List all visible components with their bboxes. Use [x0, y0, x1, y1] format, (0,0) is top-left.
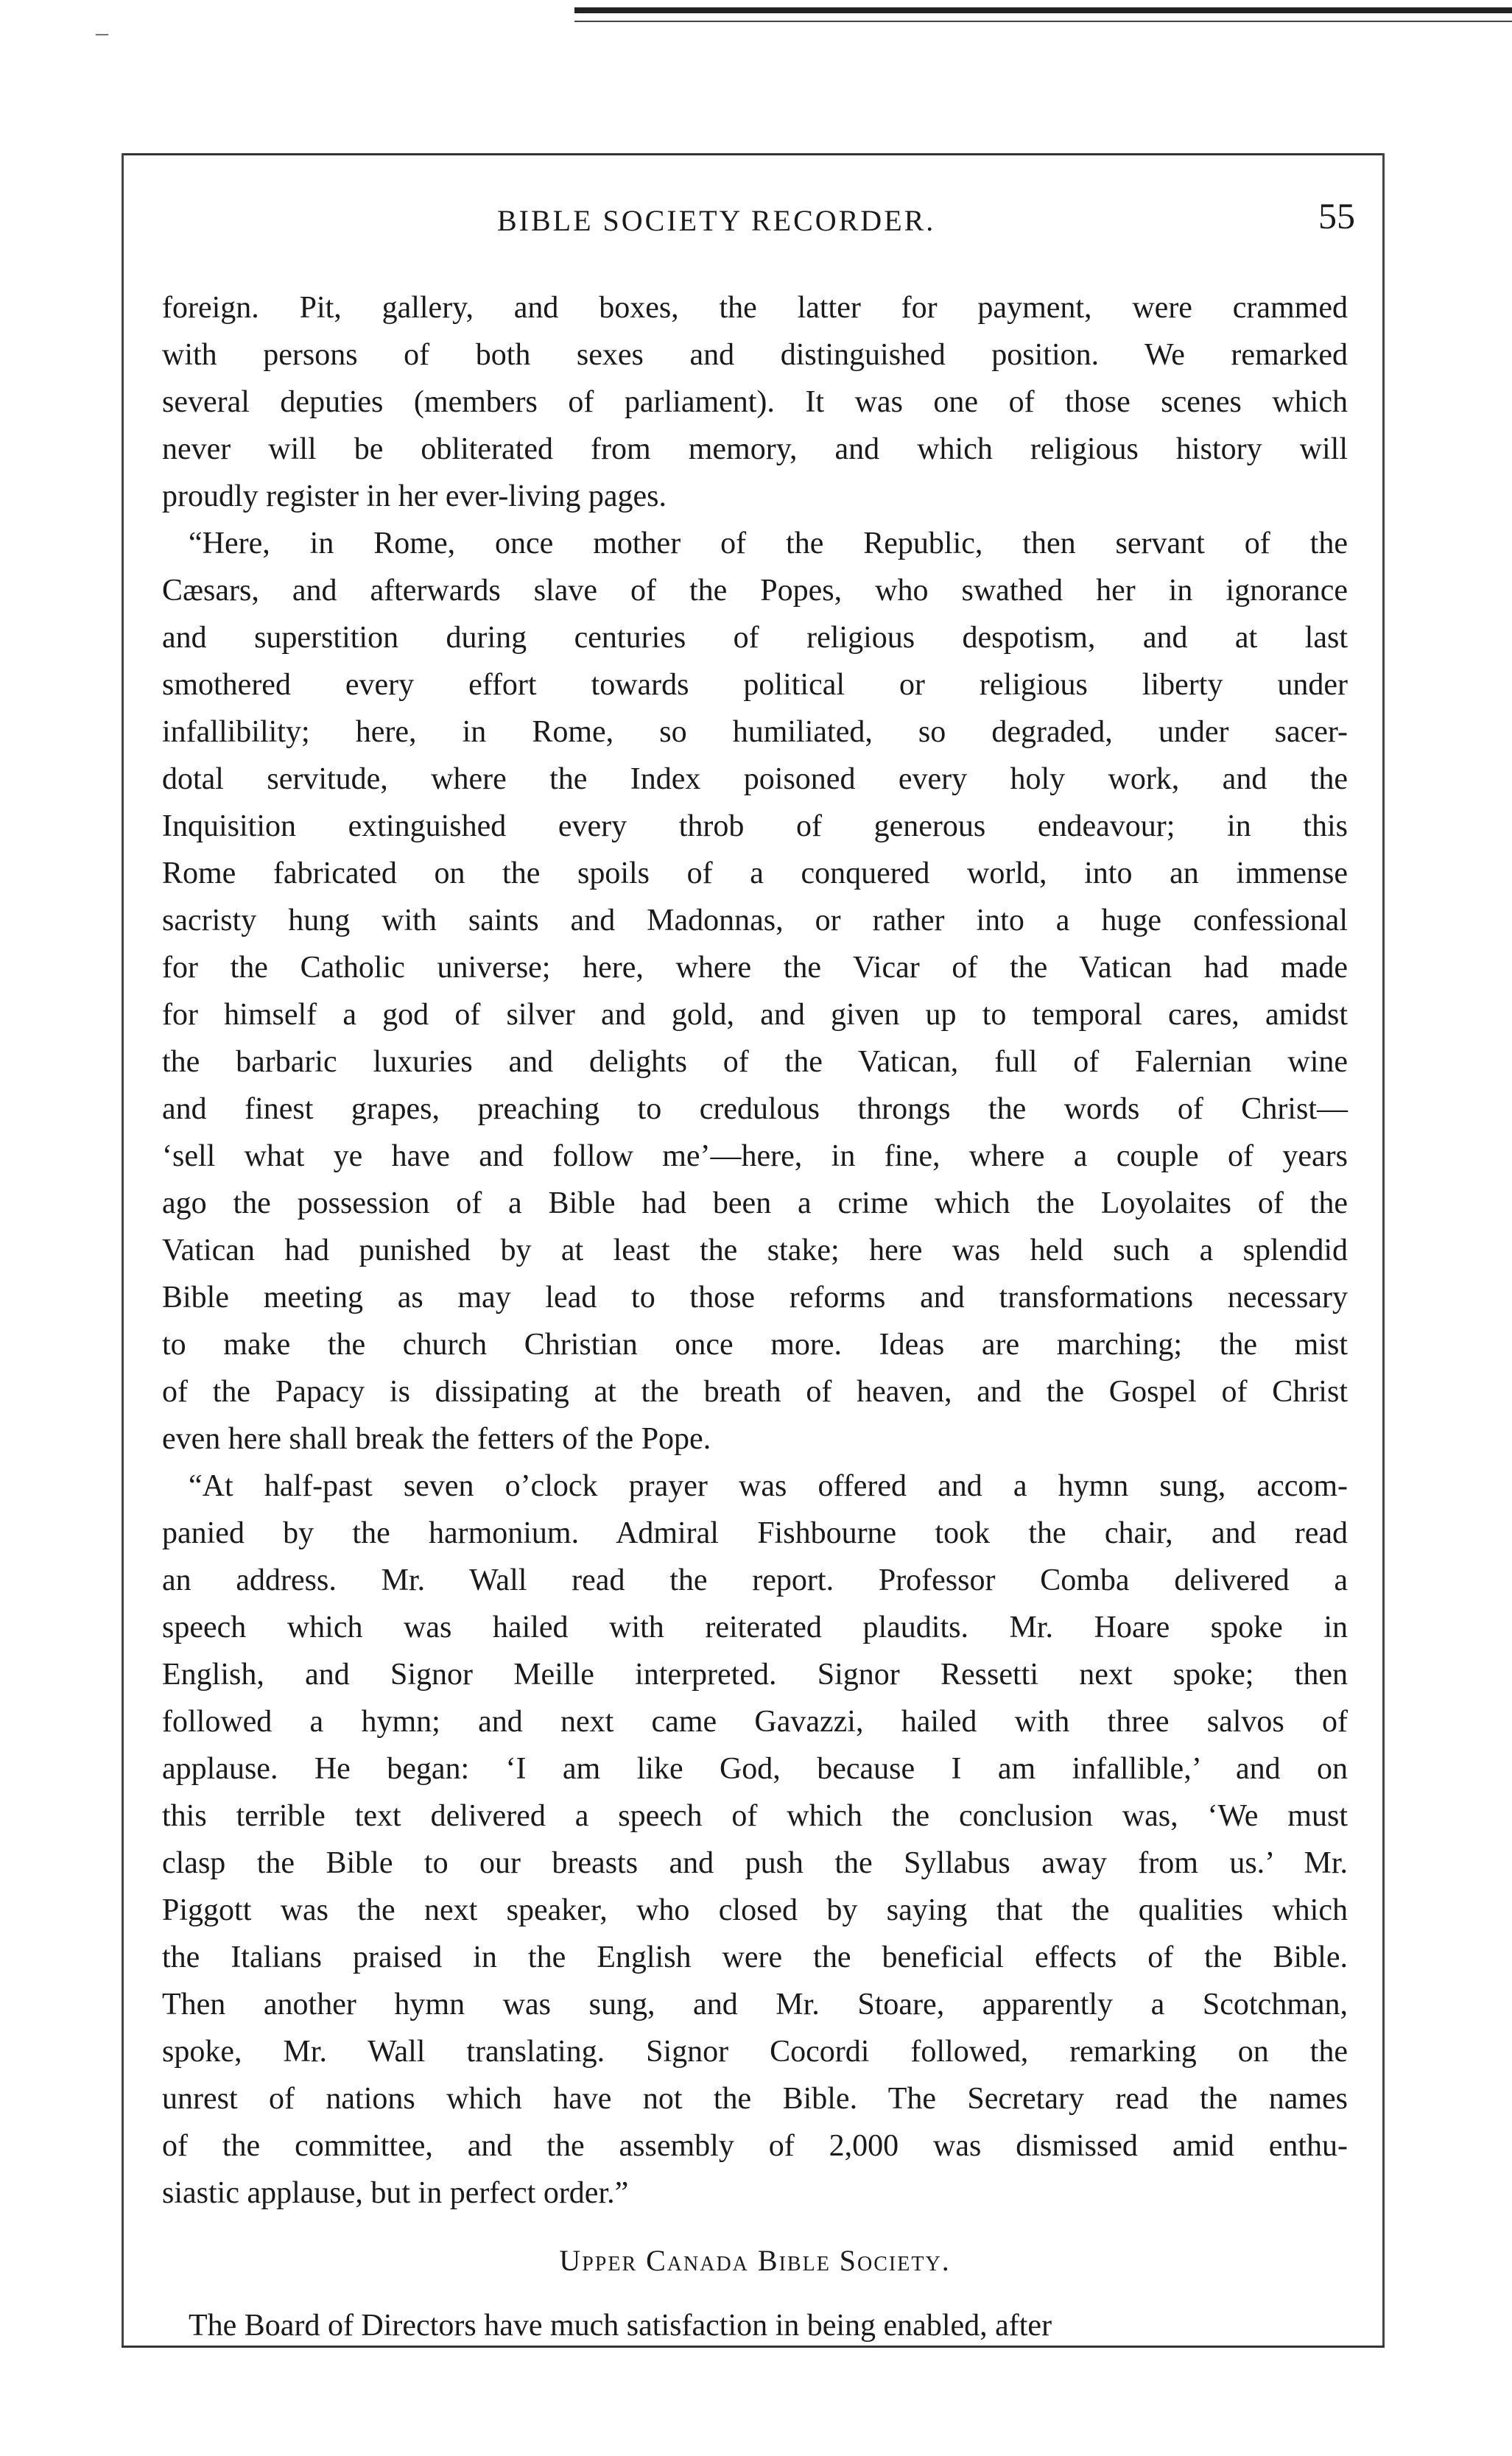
text-line: Then another hymn was sung, and Mr. Stoare, apparently a Scotchman,	[162, 1988, 1348, 2022]
text-line: “At half-past seven o’clock prayer was offered and a hymn sung, accom-	[189, 1469, 1348, 1503]
text-line: sacristy hung with saints and Madonnas, or rather into a huge confessional	[162, 904, 1348, 937]
text-line: several deputies (members of parliament). It was one of those scenes which	[162, 385, 1348, 419]
text-line: the barbaric luxuries and delights of the Vatican, full of Falernian wine	[162, 1045, 1348, 1079]
text-line: Inquisition extinguished every throb of generous endeavour; in this	[162, 809, 1348, 843]
text-line: the Italians praised in the English were the beneficial effects of the Bible.	[162, 1940, 1348, 1974]
text-line: ago the possession of a Bible had been a crime which the Loyolaites of the	[162, 1186, 1348, 1220]
running-head	[162, 184, 1355, 237]
text-line: infallibility; here, in Rome, so humiliated, so degraded, under sacer-	[162, 715, 1348, 749]
text-line: this terrible text delivered a speech of which the conclusion was, ‘We must	[162, 1799, 1348, 1833]
section-heading: Upper Canada Bible Society.	[559, 2244, 951, 2277]
text-line: proudly register in her ever-living pages.	[162, 479, 667, 513]
closing-paragraph	[162, 2302, 1348, 2349]
text-line: of the committee, and the assembly of 2,000 was dismissed amid enthu-	[162, 2129, 1348, 2163]
text-line: never will be obliterated from memory, and which religious history will	[162, 432, 1348, 466]
document-page	[162, 184, 1355, 2349]
text-line: English, and Signor Meille interpreted. Signor Ressetti next spoke; then	[162, 1658, 1348, 1692]
page-number: 55	[1318, 195, 1355, 236]
text-line: panied by the harmonium. Admiral Fishbourne took the chair, and read	[162, 1516, 1348, 1550]
paragraph-3	[162, 1463, 1348, 2217]
text-line: smothered every effort towards political or religious liberty under	[162, 668, 1348, 702]
text-line: Vatican had punished by at least the stake; here was held such a splendid	[162, 1234, 1348, 1267]
text-line: clasp the Bible to our breasts and push the Syllabus away from us.’ Mr.	[162, 1846, 1348, 1880]
text-line: even here shall break the fetters of the Pope.	[162, 1422, 711, 1456]
text-line: applause. He began: ‘I am like God, because I am infallible,’ and on	[162, 1752, 1348, 1786]
text-line: unrest of nations which have not the Bible. The Secretary read the names	[162, 2082, 1348, 2116]
body-text	[162, 284, 1348, 2349]
text-line: siastic applause, but in perfect order.”	[162, 2176, 629, 2210]
text-line: with persons of both sexes and distinguished position. We remarked	[162, 338, 1348, 372]
text-line: an address. Mr. Wall read the report. Professor Comba delivered a	[162, 1563, 1348, 1597]
text-line: speech which was hailed with reiterated plaudits. Mr. Hoare spoke in	[162, 1611, 1348, 1644]
text-line: to make the church Christian once more. Ideas are marching; the mist	[162, 1328, 1348, 1362]
text-line: “Here, in Rome, once mother of the Republic, then servant of the	[189, 527, 1348, 560]
text-line: and finest grapes, preaching to credulous throngs the words of Christ—	[162, 1092, 1348, 1126]
paragraph-2	[162, 520, 1348, 1463]
frame-right-border	[1382, 153, 1385, 2348]
text-line: for himself a god of silver and gold, and given up to temporal cares, amidst	[162, 998, 1348, 1032]
frame-left-border	[122, 153, 124, 2348]
corner-scan-mark: –	[96, 19, 108, 46]
text-line: The Board of Directors have much satisfaction in being enabled, after	[189, 2309, 1052, 2343]
top-edge-thin-rule	[574, 21, 1512, 22]
text-line: foreign. Pit, gallery, and boxes, the latter for payment, were crammed	[162, 291, 1348, 325]
text-line: dotal servitude, where the Index poisoned every holy work, and the	[162, 762, 1348, 796]
text-line: ‘sell what ye have and follow me’—here, in fine, where a couple of years	[162, 1139, 1348, 1173]
text-line: spoke, Mr. Wall translating. Signor Cocordi followed, remarking on the	[162, 2035, 1348, 2069]
text-line: Bible meeting as may lead to those reforms and transformations necessary	[162, 1281, 1348, 1315]
paragraph-1	[162, 284, 1348, 520]
text-line: Piggott was the next speaker, who closed by saying that the qualities which	[162, 1893, 1348, 1927]
frame-top-border	[122, 153, 1385, 155]
text-line: Rome fabricated on the spoils of a conquered world, into an immense	[162, 856, 1348, 890]
running-head-title: BIBLE SOCIETY RECORDER.	[497, 204, 936, 237]
text-line: Cæsars, and afterwards slave of the Popes, who swathed her in ignorance	[162, 574, 1348, 608]
text-line: of the Papacy is dissipating at the breath of heaven, and the Gospel of Christ	[162, 1375, 1348, 1409]
top-edge-rule	[574, 7, 1512, 13]
text-line: followed a hymn; and next came Gavazzi, hailed with three salvos of	[162, 1705, 1348, 1739]
text-line: and superstition during centuries of religious despotism, and at last	[162, 621, 1348, 655]
text-line: for the Catholic universe; here, where the Vicar of the Vatican had made	[162, 951, 1348, 985]
